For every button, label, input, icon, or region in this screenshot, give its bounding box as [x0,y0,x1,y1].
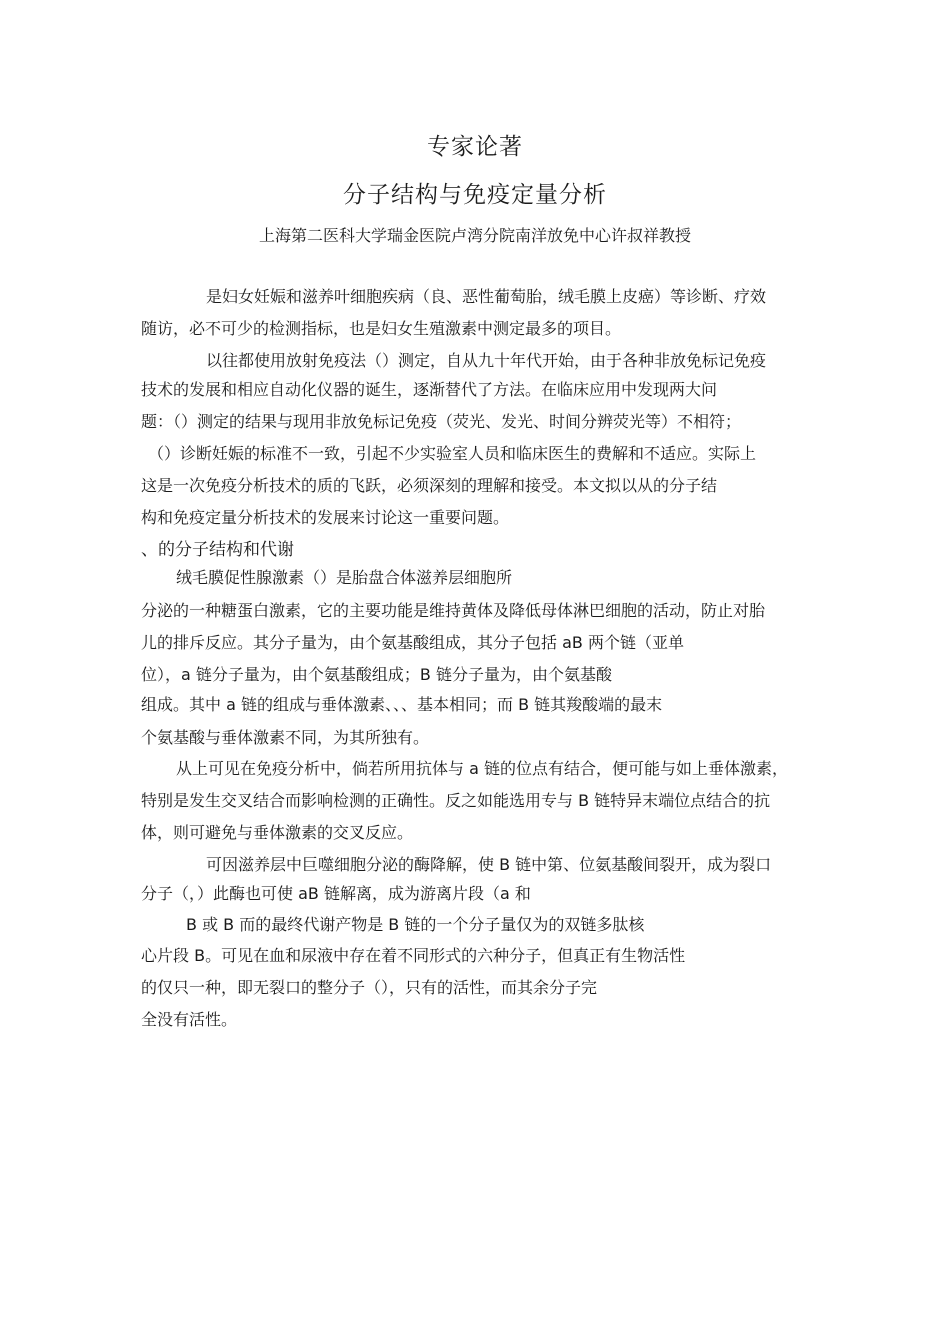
paragraph-line: （）诊断妊娠的标准不一致，引起不少实验室人员和临床医生的费解和不适应。实际上 [148,444,757,463]
paragraph-line: 以往都使用放射免疫法（）测定，自从九十年代开始，由于各种非放免标记免疫 [206,351,767,370]
paragraph-line: 的仅只一种，即无裂口的整分子（），只有的活性，而其余分子完 [141,978,598,997]
author-line: 上海第二医科大学瑞金医院卢湾分院南洋放免中心许叔祥教授 [258,226,691,245]
paragraph-line: 体，则可避免与垂体激素的交叉反应。 [141,823,414,842]
paragraph-line: 心片段 B。可见在血和尿液中存在着不同形式的六种分子，但真正有生物活性 [141,946,686,965]
category-heading: 专家论著 [427,134,523,160]
paragraph-line: 是妇女妊娠和滋养叶细胞疾病（良、恶性葡萄胎，绒毛膜上皮癌）等诊断、疗效 [206,287,767,306]
paragraph-line: 分子（，）此酶也可使 aB 链解离，成为游离片段（a 和 [141,884,531,903]
paragraph-line: 构和免疫定量分析技术的发展来讨论这一重要问题。 [141,508,510,527]
paragraph-line: 儿的排斥反应。其分子量为，由个氨基酸组成，其分子包括 aB 两个链（亚单 [141,633,684,652]
paragraph-line: 组成。其中 a 链的组成与垂体激素、、、基本相同；而 B 链其羧酸端的最末 [141,695,663,714]
paragraph-line: 特别是发生交叉结合而影响检测的正确性。反之如能选用专与 B 链特异末端位点结合的抗 [141,791,771,810]
paragraph-line: 全没有活性。 [141,1010,238,1029]
paragraph-line: 题：（）测定的结果与现用非放免标记免疫（荧光、发光、时间分辨荧光等）不相符； [141,412,742,431]
paragraph-line: 个氨基酸与垂体激素不同，为其所独有。 [141,728,430,747]
paragraph-line: 分泌的一种糖蛋白激素，它的主要功能是维持黄体及降低母体淋巴细胞的活动，防止对胎 [141,601,766,620]
article-title: 分子结构与免疫定量分析 [343,182,607,208]
paragraph-line: 随访，必不可少的检测指标，也是妇女生殖激素中测定最多的项目。 [141,319,622,338]
paragraph-line: 绒毛膜促性腺激素（）是胎盘合体滋养层细胞所 [176,568,513,587]
paragraph-line: 从上可见在免疫分析中，倘若所用抗体与 a 链的位点有结合，便可能与如上垂体激素， [176,759,788,778]
paragraph-line: 可因滋养层中巨噬细胞分泌的酶降解，使 B 链中第、位氨基酸间裂开，成为裂口 [206,855,772,874]
paragraph-line: 这是一次免疫分析技术的质的飞跃，必须深刻的理解和接受。本文拟以从的分子结 [141,476,718,495]
section-heading: 、的分子结构和代谢 [141,540,294,560]
paragraph-line: 位），a 链分子量为，由个氨基酸组成；B 链分子量为，由个氨基酸 [141,665,612,684]
paragraph-line: B 或 B 而的最终代谢产物是 B 链的一个分子量仅为的双链多肽核 [186,915,645,934]
paragraph-line: 技术的发展和相应自动化仪器的诞生，逐渐替代了方法。在临床应用中发现两大问 [141,380,718,399]
